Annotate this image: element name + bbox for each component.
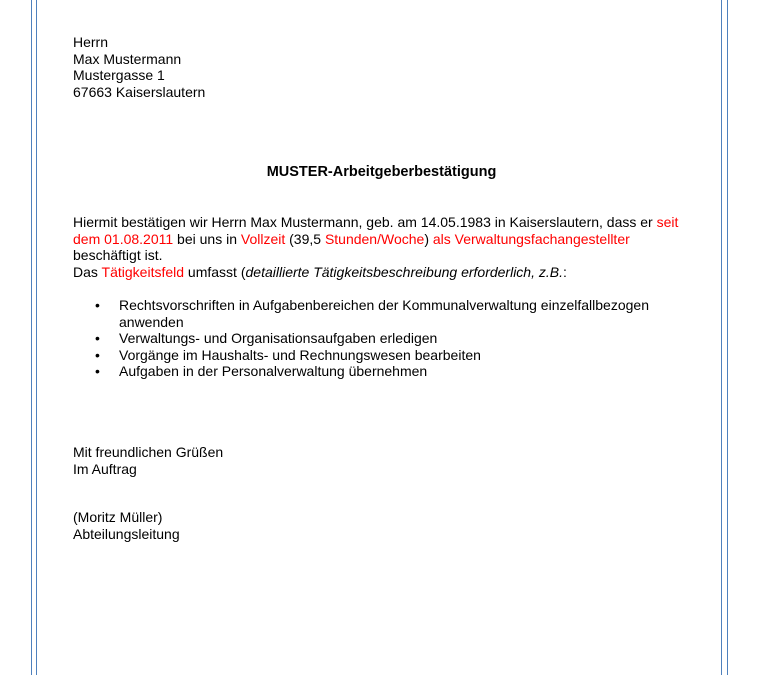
body-line-2	[73, 231, 693, 248]
signature-block	[73, 509, 180, 542]
body-line-3: beschäftigt ist.	[73, 247, 163, 263]
page-border-right-outer	[727, 0, 728, 675]
highlight-job-title: als Verwaltungsfachangestellter	[432, 230, 630, 247]
highlight-fulltime: Vollzeit	[240, 230, 286, 247]
task-list	[73, 297, 693, 380]
page-border-left-inner	[36, 0, 37, 675]
list-item	[73, 363, 693, 380]
body-text-segment: (39,5	[285, 230, 325, 247]
body-text	[73, 214, 693, 280]
bullet-icon: •	[95, 346, 100, 363]
closing-on-behalf: Im Auftrag	[73, 460, 137, 477]
italic-note: detaillierte Tätigkeitsbeschreibung erforderlich, z.B.	[245, 263, 563, 280]
page-border-right-inner	[721, 0, 722, 675]
body-text-segment: umfasst (	[184, 263, 246, 280]
closing-greeting: Mit freundlichen Grüßen	[73, 444, 224, 460]
highlight-start-date: dem 01.08.2011	[73, 230, 174, 247]
list-item-text: Verwaltungs- und Organisationsaufgaben erledigen	[119, 330, 438, 346]
highlight-hours-unit: Stunden/Woche	[324, 230, 425, 247]
list-item	[73, 297, 693, 330]
closing	[73, 444, 223, 477]
bullet-icon: •	[95, 297, 100, 313]
signatory-name: (Moritz Müller)	[73, 509, 163, 525]
list-item-text: Aufgaben in der Personalverwaltung übernehmen	[119, 363, 428, 379]
signatory-position: Abteilungsleitung	[73, 525, 180, 542]
highlight-text: seit	[656, 214, 679, 230]
address-name: Max Mustermann	[73, 50, 182, 67]
list-item-text: Rechtsvorschriften in Aufgabenbereichen der Kommunalverwaltung einzelfallbezogen anwenden	[119, 297, 649, 330]
body-text-segment: bei uns in	[173, 230, 241, 247]
list-item-text: Vorgänge im Haushalts- und Rechnungswesen bearbeiten	[119, 346, 481, 363]
list-item	[73, 347, 693, 364]
page-border-left-outer	[31, 0, 32, 675]
body-text-segment: :	[563, 263, 567, 280]
list-item	[73, 330, 693, 347]
address-city: 67663 Kaiserslautern	[73, 83, 206, 100]
body-line-4	[73, 264, 693, 281]
body-line-1	[73, 214, 693, 231]
bullet-icon: •	[95, 330, 100, 346]
body-text-segment: Hiermit bestätigen wir Herrn Max Mustermann, geb. am 14.05.1983 in Kaiserslautern, dass er	[73, 214, 657, 230]
bullet-icon: •	[95, 363, 100, 379]
highlight-field-of-activity: Tätigkeitsfeld	[101, 263, 185, 280]
address-salutation: Herrn	[73, 34, 109, 50]
recipient-address	[73, 34, 205, 100]
address-street: Mustergasse 1	[73, 67, 165, 83]
body-text-segment: )	[424, 230, 433, 247]
document-title: MUSTER-Arbeitgeberbestätigung	[266, 164, 497, 180]
body-text-segment: Das	[73, 263, 102, 280]
